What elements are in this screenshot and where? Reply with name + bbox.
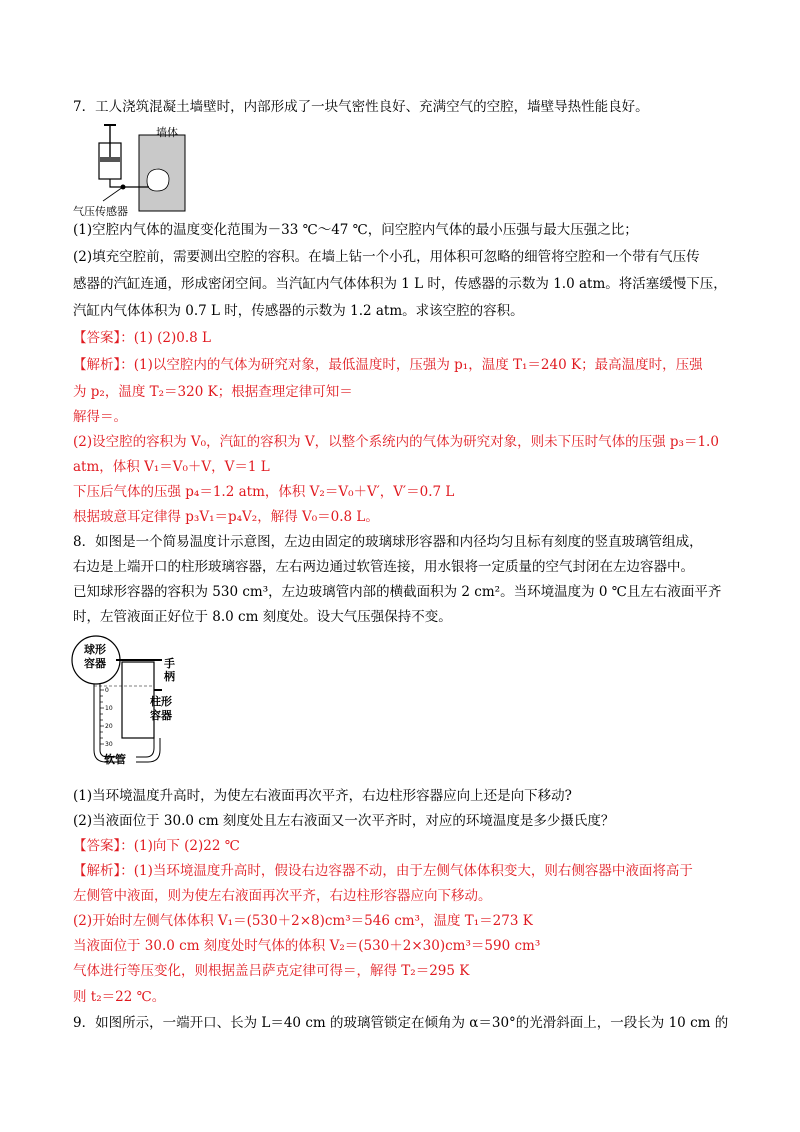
q8-fig-sphere-label-1: 球形 (84, 643, 106, 656)
q8-fig-hose-label: 软管 (104, 753, 126, 766)
tick-30: 30 (105, 741, 113, 748)
sensor-pointer (103, 187, 123, 201)
q7-solution-line6: 下压后气体的压强 p₄＝1.2 atm，体积 V₂＝V₀＋V′，V′＝0.7 L (73, 484, 455, 500)
q7-fig-wall-label: 墙体 (156, 126, 178, 139)
q8-solution-line4: 当液面位于 30.0 cm 刻度处时气体的体积 V₂＝(530＋2×30)cm³＝590 cm³ (73, 938, 541, 954)
q8-stem-line4: 时，左管液面正好位于 8.0 cm 刻度处。设大气压强保持不变。 (73, 609, 452, 625)
q8-fig-sphere-label-2: 容器 (84, 657, 106, 670)
q8-solution-line1: 【解析】：(1)当环境温度升高时，假设右边容器不动，由于左侧气体体积变大，则右侧容器中液面将高于 (73, 863, 693, 879)
q8-answer: 【答案】：(1)向下 (2)22 ℃ (73, 838, 240, 854)
q8-part2: (2)当液面位于 30.0 cm 刻度处且左右液面又一次平齐时，对应的环境温度是多少摄氏度？ (73, 813, 615, 829)
q8-stem-line1: 8．如图是一个简易温度计示意图，左边由固定的玻璃球形容器和内径均匀且标有刻度的竖直玻璃管组成， (73, 534, 703, 550)
q8-fig-handle-label-1: 手 (164, 657, 175, 670)
cavity (147, 169, 169, 191)
q8-solution-line2: 左侧管中液面，则为使左右液面再次平齐，右边柱形容器应向下移动。 (73, 888, 492, 904)
piston (100, 157, 120, 162)
q7-solution-line2: 为 p₂，温度 T₂＝320 K；根据查理定律可知＝ (73, 384, 353, 400)
hose-outer-right (136, 738, 160, 762)
q7-part2-line1: (2)填充空腔前，需要测出空腔的容积。在墙上钻一个小孔，用体积可忽略的细管将空腔和一个带有气压传 (73, 249, 700, 265)
q7-solution-line1: 【解析】：(1)以空腔内的气体为研究对象，最低温度时，压强为 p₁，温度 T₁＝240 K；最高温度时，压强 (73, 357, 703, 373)
q7-fig-sensor-label: 气压传感器 (73, 205, 128, 218)
hose-inner-right (136, 738, 154, 757)
q8-stem-line3: 已知球形容器的容积为 530 cm³，左边玻璃管内部的横截面积为 2 cm²。当环境温度为 0 ℃且左右液面平齐 (73, 584, 722, 600)
q8-fig-cylinder-label-1: 柱形 (150, 695, 172, 708)
q7-part1: (1)空腔内气体的温度变化范围为－33 ℃～47 ℃，问空腔内气体的最小压强与最大压强之比； (73, 222, 638, 238)
q9-stem-line1: 9．如图所示，一端开口、长为 L＝40 cm 的玻璃管锁定在倾角为 α＝30°的光滑斜面上，一段长为 10 cm 的 (73, 1015, 729, 1031)
q8-fig-handle-label-2: 柄 (164, 670, 175, 683)
q7-part2-line3: 汽缸内气体体积为 0.7 L 时，传感器的示数为 1.2 atm。求该空腔的容积。 (73, 303, 524, 319)
q7-solution-line3: 解得＝。 (73, 409, 127, 425)
q8-part1: (1)当环境温度升高时，为使左右液面再次平齐，右边柱形容器应向上还是向下移动? (73, 788, 572, 804)
q7-answer: 【答案】：(1) (2)0.8 L (73, 330, 212, 346)
q7-part2-line2: 感器的汽缸连通，形成密闭空间。当汽缸内气体体积为 1 L 时，传感器的示数为 1.0 atm。将活塞缓慢下压， (73, 276, 727, 292)
q8-solution-line3: (2)开始时左侧气体体积 V₁＝(530＋2×8)cm³＝546 cm³，温度 T₁＝273 K (73, 913, 533, 929)
q8-fig-cylinder-label-2: 容器 (150, 709, 172, 722)
q7-solution-line4: (2)设空腔的容积为 V₀，汽缸的容积为 V，以整个系统内的气体为研究对象，则未下压时气体的压强 p₃＝1.0 (73, 434, 719, 450)
q7-solution-line7: 根据玻意耳定律得 p₃V₁＝p₄V₂，解得 V₀＝0.8 L。 (73, 509, 379, 525)
q8-solution-line5: 气体进行等压变化，则根据盖吕萨克定律可得＝，解得 T₂＝295 K (73, 963, 470, 979)
q8-stem-line2: 右边是上端开口的柱形玻璃容器，左右两边通过软管连接，用水银将一定质量的空气封闭在左边容器中。 (73, 559, 694, 575)
q7-solution-line5: atm，体积 V₁＝V₀＋V，V＝1 L (73, 459, 270, 475)
tick-10: 10 (105, 705, 113, 712)
q7-stem: 7．工人浇筑混凝土墙壁时，内部形成了一块气密性良好、充满空气的空腔，墙壁导热性能良好。 (73, 99, 649, 115)
tick-20: 20 (105, 723, 113, 730)
tick-0: 0 (105, 687, 109, 694)
q8-solution-line6: 则 t₂＝22 ℃。 (73, 989, 166, 1005)
